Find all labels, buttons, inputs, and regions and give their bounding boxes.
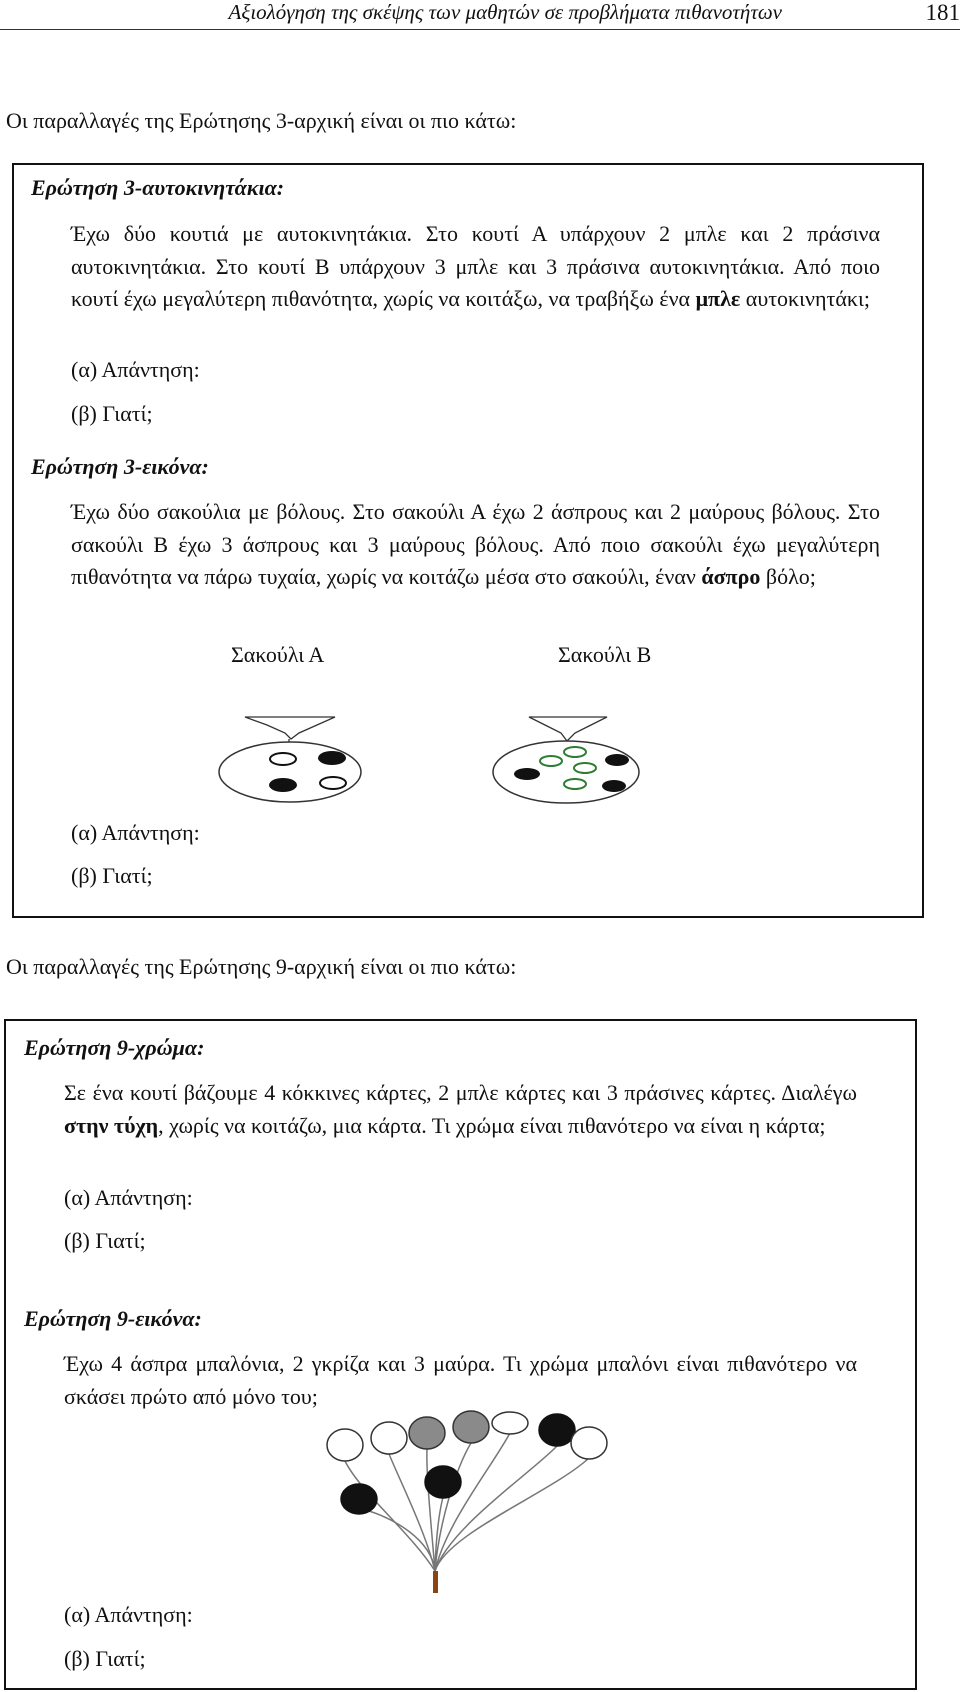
section2-intro: Οι παραλλαγές της Ερώτησης 9-αρχική είναι οι πιο κάτω:	[6, 954, 517, 979]
bag-b-black-marble-1	[514, 768, 540, 780]
q3-picture-heading: Ερώτηση 3-εικόνα:	[31, 454, 209, 479]
gray-balloon-2	[453, 1411, 489, 1443]
bag-b-illustration	[489, 715, 649, 805]
q9-color-text: Σε ένα κουτί βάζουμε 4 κόκκινες κάρτες, 2 μπλε κάρτες και 3 πράσινες κάρτες. Διαλέγω στην τύχη, χωρίς να κοιτάζω, μια κάρτα. Τι χρώμα είναι πιθανότερο να είναι η κάρτα;	[64, 1080, 857, 1138]
white-balloon-2	[371, 1422, 407, 1454]
white-balloon-4	[571, 1427, 607, 1459]
q3-cars-why: (β) Γιατί;	[71, 401, 153, 426]
bag-b-white-marble-4	[564, 779, 586, 789]
q3-cars-text: Έχω δύο κουτιά με αυτοκινητάκια. Στο κουτί Α υπάρχουν 2 μπλε και 2 πράσινα αυτοκινητάκια. Στο κουτί Β υπάρχουν 3 μπλε και 3 πράσινα αυτοκινητάκια. Από ποιο κουτί έχω μεγαλύτερη πιθανότητα, χωρίς να κοιτάξω, να τραβήξω ένα μπλε αυτοκινητάκι;	[71, 221, 880, 311]
bag-a-black-marble-2	[269, 778, 297, 792]
balloon-strings	[345, 1433, 589, 1571]
q3-picture-why: (β) Γιατί;	[71, 863, 153, 888]
q3-cars-heading: Ερώτηση 3-αυτοκινητάκια:	[31, 175, 285, 200]
white-balloon-1	[327, 1429, 363, 1461]
header-rule	[0, 29, 960, 30]
bag-b-white-marble-2	[540, 756, 562, 766]
q9-picture-heading: Ερώτηση 9-εικόνα:	[24, 1306, 202, 1331]
page-number: 181	[925, 0, 960, 25]
section1-intro: Οι παραλλαγές της Ερώτησης 3-αρχική είναι οι πιο κάτω:	[6, 108, 517, 133]
balloon-stick	[433, 1571, 438, 1593]
balloons-illustration	[321, 1413, 611, 1593]
q9-picture-text: Έχω 4 άσπρα μπαλόνια, 2 γκρίζα και 3 μαύρα. Τι χρώμα μπαλόνι είναι πιθανότερο να σκάσει πρώτο από μόνο του;	[64, 1351, 857, 1409]
question3-variants-box	[12, 163, 924, 918]
q9-color-answer: (α) Απάντηση:	[64, 1185, 193, 1210]
question9-variants-box	[4, 1019, 917, 1690]
bag-a-black-marble-1	[318, 751, 346, 765]
q9-color-why: (β) Γιατί;	[64, 1228, 146, 1253]
bag-b-tie	[529, 717, 607, 741]
black-balloon-3	[341, 1484, 377, 1514]
black-balloon-2	[425, 1466, 461, 1498]
bag-a-white-marble-2	[320, 777, 346, 789]
black-balloon-1	[539, 1414, 575, 1446]
bag-a-illustration	[219, 715, 379, 805]
q3-picture-text: Έχω δύο σακούλια με βόλους. Στο σακούλι Α έχω 2 άσπρους και 2 μαύρους βόλους. Στο σακούλι Β έχω 3 άσπρους και 3 μαύρους βόλους. Από ποιο σακούλι έχω μεγαλύτερη πιθανότητα να πάρω τυχαία, χωρίς να κοιτάζω μέσα στο σακούλι, έναν άσπρο βόλο;	[71, 499, 880, 589]
bag-b-label: Σακούλι Β	[558, 642, 652, 667]
q9-color-heading: Ερώτηση 9-χρώμα:	[24, 1035, 205, 1060]
gray-balloon-1	[409, 1417, 445, 1449]
bag-b-white-marble-3	[574, 763, 596, 773]
bag-a-tie	[245, 717, 335, 739]
q3-cars-answer: (α) Απάντηση:	[71, 357, 200, 382]
bag-a-label: Σακούλι Α	[231, 642, 325, 667]
q9-picture-answer: (α) Απάντηση:	[64, 1602, 193, 1627]
bag-b-black-marble-2	[605, 754, 629, 766]
bag-b-black-marble-3	[602, 780, 626, 792]
q9-picture-why: (β) Γιατί;	[64, 1646, 146, 1671]
bag-a-white-marble-1	[270, 753, 296, 765]
white-balloon-3	[492, 1412, 528, 1434]
running-header-title: Αξιολόγηση της σκέψης των μαθητών σε προβλήματα πιθανοτήτων	[228, 0, 782, 24]
bag-a-body	[219, 742, 361, 802]
q3-picture-answer: (α) Απάντηση:	[71, 820, 200, 845]
bag-b-white-marble-1	[564, 747, 586, 757]
